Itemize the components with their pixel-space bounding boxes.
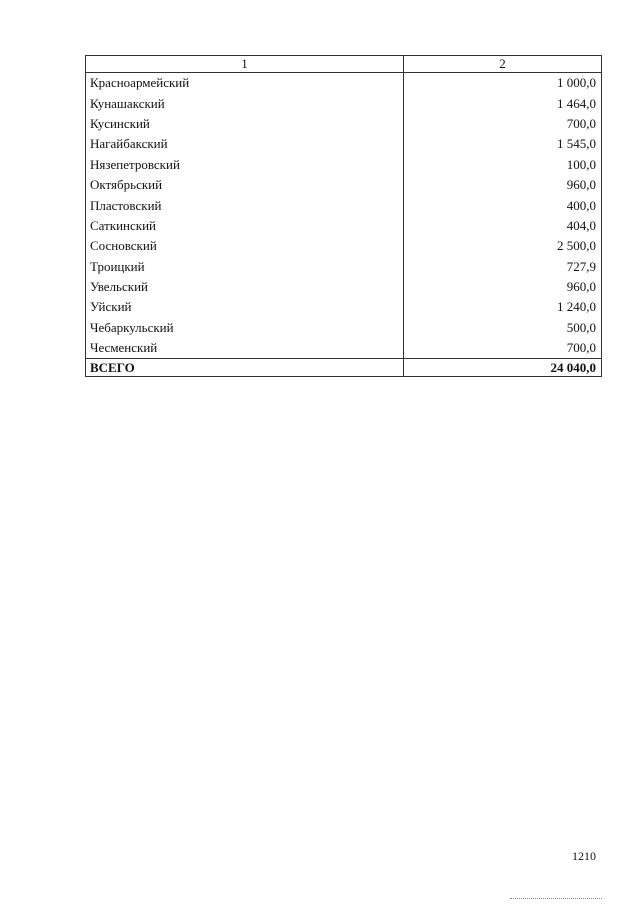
total-value: 24 040,0 — [404, 359, 602, 377]
district-name: Октябрьский — [86, 175, 404, 195]
table-row — [86, 114, 602, 134]
table-row — [86, 216, 602, 236]
district-name: Красноармейский — [86, 73, 404, 94]
district-name: Уйский — [86, 297, 404, 317]
amount-value: 1 240,0 — [404, 297, 602, 317]
amount-value: 500,0 — [404, 318, 602, 338]
district-name: Кунашакский — [86, 93, 404, 113]
column-header-2: 2 — [404, 56, 602, 73]
amount-value: 960,0 — [404, 277, 602, 297]
table-row — [86, 318, 602, 338]
footer-divider — [510, 898, 602, 899]
district-name: Чесменский — [86, 338, 404, 359]
amount-value: 960,0 — [404, 175, 602, 195]
allocation-table — [85, 55, 602, 377]
table-row — [86, 175, 602, 195]
district-name: Кусинский — [86, 114, 404, 134]
amount-value: 400,0 — [404, 195, 602, 215]
table-row — [86, 73, 602, 94]
table-row — [86, 297, 602, 317]
table-row — [86, 338, 602, 359]
district-name: Чебаркульский — [86, 318, 404, 338]
district-name: Увельский — [86, 277, 404, 297]
district-name: Сосновский — [86, 236, 404, 256]
total-label: ВСЕГО — [86, 359, 404, 377]
table-row — [86, 134, 602, 154]
district-name: Нагайбакский — [86, 134, 404, 154]
table-header-row — [86, 56, 602, 73]
page-number: 1210 — [572, 849, 596, 863]
amount-value: 700,0 — [404, 338, 602, 359]
amount-value: 404,0 — [404, 216, 602, 236]
table-row — [86, 195, 602, 215]
amount-value: 727,9 — [404, 257, 602, 277]
district-name: Троицкий — [86, 257, 404, 277]
district-name: Пластовский — [86, 195, 404, 215]
table-row — [86, 257, 602, 277]
table-row — [86, 93, 602, 113]
column-header-1: 1 — [86, 56, 404, 73]
amount-value: 2 500,0 — [404, 236, 602, 256]
amount-value: 100,0 — [404, 155, 602, 175]
amount-value: 1 000,0 — [404, 73, 602, 94]
district-name: Саткинский — [86, 216, 404, 236]
amount-value: 700,0 — [404, 114, 602, 134]
amount-value: 1 545,0 — [404, 134, 602, 154]
district-name: Нязепетровский — [86, 155, 404, 175]
table-row — [86, 236, 602, 256]
total-row — [86, 359, 602, 377]
table-row — [86, 277, 602, 297]
amount-value: 1 464,0 — [404, 93, 602, 113]
table-row — [86, 155, 602, 175]
